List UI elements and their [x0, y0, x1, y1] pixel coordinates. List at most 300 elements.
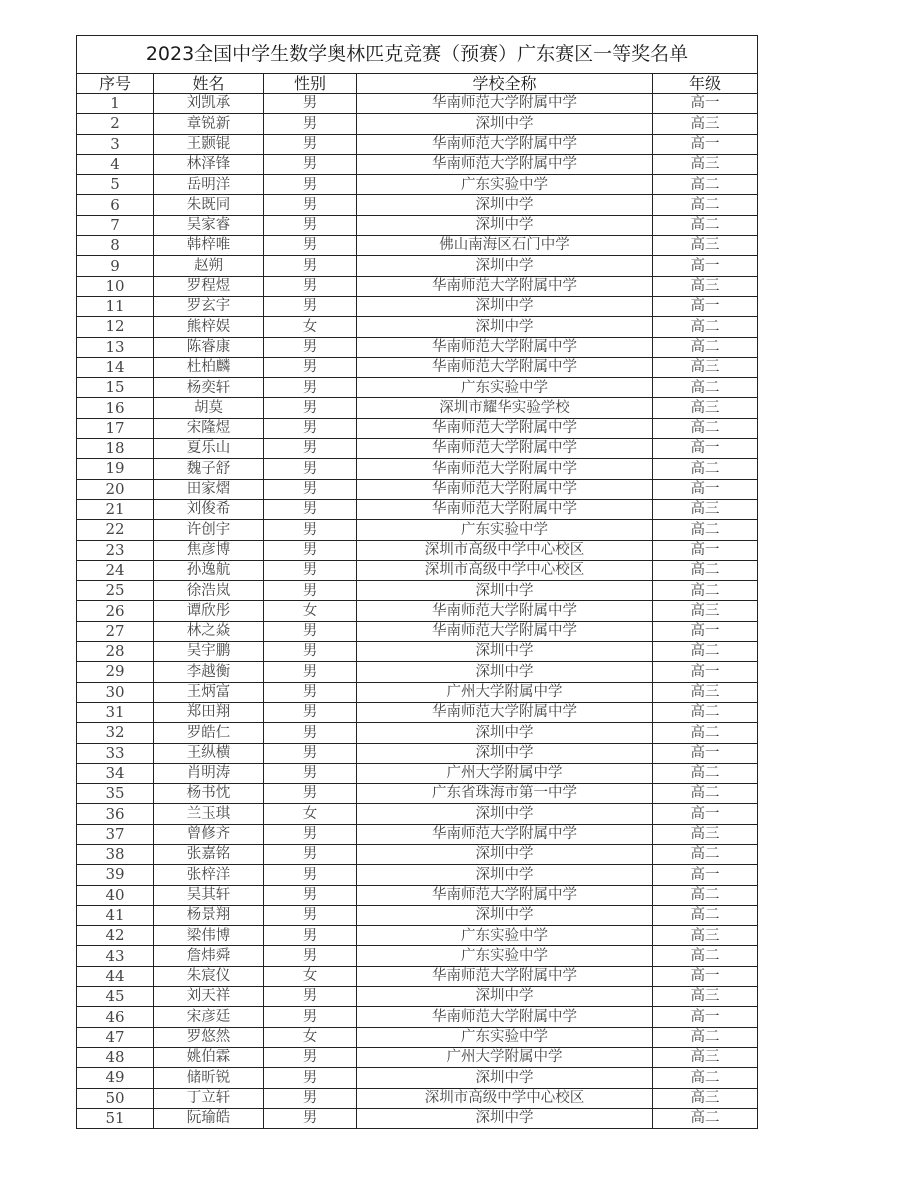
cell-school: 广东实验中学 [357, 946, 653, 966]
cell-name: 丁立轩 [154, 1088, 264, 1108]
cell-grade: 高三 [653, 926, 758, 946]
cell-grade: 高一 [653, 439, 758, 459]
cell-gender: 男 [264, 905, 357, 925]
cell-school: 深圳中学 [357, 844, 653, 864]
table-row [77, 398, 758, 418]
cell-school: 深圳中学 [357, 581, 653, 601]
table-row [77, 540, 758, 560]
cell-grade: 高三 [653, 601, 758, 621]
cell-gender: 男 [264, 378, 357, 398]
cell-grade: 高一 [653, 662, 758, 682]
cell-school: 华南师范大学附属中学 [357, 479, 653, 499]
cell-name: 罗悠然 [154, 1027, 264, 1047]
cell-number: 7 [77, 215, 154, 235]
cell-name: 曾修齐 [154, 824, 264, 844]
cell-gender: 女 [264, 1027, 357, 1047]
table-row [77, 804, 758, 824]
table-row [77, 1088, 758, 1108]
cell-name: 赵朔 [154, 256, 264, 276]
cell-name: 兰玉琪 [154, 804, 264, 824]
cell-gender: 男 [264, 154, 357, 174]
cell-name: 吴宇鹏 [154, 642, 264, 662]
table-row [77, 1068, 758, 1088]
cell-grade: 高二 [653, 885, 758, 905]
cell-number: 31 [77, 702, 154, 722]
cell-gender: 男 [264, 662, 357, 682]
cell-number: 50 [77, 1088, 154, 1108]
cell-gender: 男 [264, 175, 357, 195]
cell-name: 王炳富 [154, 682, 264, 702]
column-header-name: 姓名 [154, 74, 264, 94]
cell-gender: 女 [264, 966, 357, 986]
cell-name: 焦彦博 [154, 540, 264, 560]
cell-gender: 男 [264, 439, 357, 459]
cell-grade: 高三 [653, 398, 758, 418]
table-row [77, 702, 758, 722]
cell-name: 田家熠 [154, 479, 264, 499]
cell-name: 孙逸航 [154, 560, 264, 580]
cell-school: 华南师范大学附属中学 [357, 601, 653, 621]
cell-gender: 男 [264, 296, 357, 316]
cell-school: 华南师范大学附属中学 [357, 154, 653, 174]
cell-grade: 高一 [653, 804, 758, 824]
cell-name: 阮瑜皓 [154, 1108, 264, 1128]
cell-number: 27 [77, 621, 154, 641]
cell-gender: 女 [264, 804, 357, 824]
cell-number: 22 [77, 520, 154, 540]
cell-name: 杨景翔 [154, 905, 264, 925]
cell-school: 广东省珠海市第一中学 [357, 784, 653, 804]
cell-name: 徐浩岚 [154, 581, 264, 601]
cell-name: 魏子舒 [154, 459, 264, 479]
cell-name: 罗程煜 [154, 276, 264, 296]
cell-gender: 男 [264, 134, 357, 154]
cell-gender: 男 [264, 743, 357, 763]
cell-number: 47 [77, 1027, 154, 1047]
cell-school: 华南师范大学附属中学 [357, 357, 653, 377]
cell-grade: 高二 [653, 195, 758, 215]
table-row [77, 256, 758, 276]
cell-gender: 男 [264, 459, 357, 479]
table-row [77, 479, 758, 499]
header-row [77, 74, 758, 94]
cell-school: 深圳中学 [357, 905, 653, 925]
cell-school: 深圳市耀华实验学校 [357, 398, 653, 418]
cell-name: 宋隆煜 [154, 418, 264, 438]
cell-number: 51 [77, 1108, 154, 1128]
cell-gender: 男 [264, 337, 357, 357]
cell-school: 华南师范大学附属中学 [357, 621, 653, 641]
table-row [77, 560, 758, 580]
cell-school: 深圳中学 [357, 662, 653, 682]
table-row [77, 946, 758, 966]
cell-school: 广东实验中学 [357, 1027, 653, 1047]
cell-grade: 高二 [653, 784, 758, 804]
cell-gender: 男 [264, 581, 357, 601]
cell-gender: 男 [264, 621, 357, 641]
cell-school: 深圳中学 [357, 296, 653, 316]
cell-school: 深圳中学 [357, 1068, 653, 1088]
cell-name: 朱既同 [154, 195, 264, 215]
cell-school: 广东实验中学 [357, 175, 653, 195]
cell-number: 24 [77, 560, 154, 580]
cell-number: 23 [77, 540, 154, 560]
cell-grade: 高三 [653, 1088, 758, 1108]
cell-name: 梁伟博 [154, 926, 264, 946]
cell-gender: 男 [264, 784, 357, 804]
cell-school: 深圳中学 [357, 317, 653, 337]
table-row [77, 682, 758, 702]
cell-grade: 高二 [653, 1068, 758, 1088]
cell-gender: 男 [264, 276, 357, 296]
cell-grade: 高一 [653, 743, 758, 763]
cell-name: 张梓洋 [154, 865, 264, 885]
cell-number: 34 [77, 763, 154, 783]
table-row [77, 134, 758, 154]
table-row [77, 926, 758, 946]
cell-number: 28 [77, 642, 154, 662]
cell-school: 深圳中学 [357, 195, 653, 215]
cell-school: 佛山南海区石门中学 [357, 236, 653, 256]
cell-school: 华南师范大学附属中学 [357, 885, 653, 905]
award-list-table [76, 35, 758, 1129]
cell-gender: 男 [264, 946, 357, 966]
cell-number: 10 [77, 276, 154, 296]
cell-school: 深圳中学 [357, 743, 653, 763]
cell-grade: 高一 [653, 966, 758, 986]
cell-gender: 男 [264, 987, 357, 1007]
table-row [77, 601, 758, 621]
cell-gender: 男 [264, 398, 357, 418]
cell-grade: 高三 [653, 357, 758, 377]
cell-name: 宋彦廷 [154, 1007, 264, 1027]
cell-number: 4 [77, 154, 154, 174]
cell-school: 华南师范大学附属中学 [357, 134, 653, 154]
cell-name: 王纵横 [154, 743, 264, 763]
cell-gender: 男 [264, 560, 357, 580]
cell-name: 谭欣彤 [154, 601, 264, 621]
table-row [77, 296, 758, 316]
table-row [77, 215, 758, 235]
cell-gender: 男 [264, 682, 357, 702]
table-row [77, 743, 758, 763]
cell-gender: 男 [264, 499, 357, 519]
cell-number: 12 [77, 317, 154, 337]
table-row [77, 418, 758, 438]
cell-grade: 高二 [653, 702, 758, 722]
cell-grade: 高二 [653, 581, 758, 601]
table-row [77, 905, 758, 925]
cell-number: 2 [77, 114, 154, 134]
cell-name: 林之焱 [154, 621, 264, 641]
cell-gender: 男 [264, 215, 357, 235]
cell-name: 罗皓仁 [154, 723, 264, 743]
table-row [77, 621, 758, 641]
table-row [77, 1027, 758, 1047]
cell-grade: 高三 [653, 1047, 758, 1067]
cell-grade: 高二 [653, 317, 758, 337]
cell-number: 17 [77, 418, 154, 438]
cell-grade: 高三 [653, 987, 758, 1007]
cell-school: 华南师范大学附属中学 [357, 94, 653, 114]
cell-name: 罗玄宇 [154, 296, 264, 316]
cell-school: 深圳中学 [357, 215, 653, 235]
title-row [77, 36, 758, 74]
cell-gender: 男 [264, 236, 357, 256]
table-row [77, 581, 758, 601]
cell-school: 广州大学附属中学 [357, 1047, 653, 1067]
cell-name: 吴其轩 [154, 885, 264, 905]
table-row [77, 236, 758, 256]
cell-school: 广州大学附属中学 [357, 682, 653, 702]
cell-school: 深圳中学 [357, 723, 653, 743]
cell-number: 8 [77, 236, 154, 256]
cell-number: 44 [77, 966, 154, 986]
table-row [77, 439, 758, 459]
cell-name: 岳明洋 [154, 175, 264, 195]
cell-name: 刘凯承 [154, 94, 264, 114]
table-row [77, 1047, 758, 1067]
cell-name: 姚伯霖 [154, 1047, 264, 1067]
cell-gender: 男 [264, 520, 357, 540]
cell-number: 1 [77, 94, 154, 114]
cell-number: 38 [77, 844, 154, 864]
cell-grade: 高二 [653, 378, 758, 398]
table-row [77, 154, 758, 174]
cell-gender: 男 [264, 1108, 357, 1128]
cell-name: 朱宸仪 [154, 966, 264, 986]
cell-grade: 高二 [653, 459, 758, 479]
cell-grade: 高三 [653, 154, 758, 174]
cell-gender: 男 [264, 1068, 357, 1088]
cell-grade: 高一 [653, 1007, 758, 1027]
cell-name: 刘天祥 [154, 987, 264, 1007]
table-row [77, 662, 758, 682]
cell-number: 26 [77, 601, 154, 621]
cell-grade: 高二 [653, 763, 758, 783]
cell-school: 华南师范大学附属中学 [357, 702, 653, 722]
cell-name: 储昕锐 [154, 1068, 264, 1088]
table-row [77, 642, 758, 662]
cell-name: 林泽锋 [154, 154, 264, 174]
cell-gender: 男 [264, 824, 357, 844]
column-header-school: 学校全称 [357, 74, 653, 94]
cell-school: 广州大学附属中学 [357, 763, 653, 783]
cell-gender: 男 [264, 94, 357, 114]
cell-number: 16 [77, 398, 154, 418]
cell-grade: 高三 [653, 499, 758, 519]
cell-gender: 男 [264, 723, 357, 743]
table-row [77, 723, 758, 743]
cell-name: 肖明涛 [154, 763, 264, 783]
cell-number: 48 [77, 1047, 154, 1067]
cell-number: 40 [77, 885, 154, 905]
table-row [77, 1108, 758, 1128]
cell-grade: 高三 [653, 824, 758, 844]
cell-school: 华南师范大学附属中学 [357, 439, 653, 459]
cell-grade: 高二 [653, 1027, 758, 1047]
table-row [77, 499, 758, 519]
cell-number: 14 [77, 357, 154, 377]
cell-school: 广东实验中学 [357, 926, 653, 946]
cell-number: 11 [77, 296, 154, 316]
cell-name: 韩梓唯 [154, 236, 264, 256]
cell-gender: 女 [264, 601, 357, 621]
cell-number: 29 [77, 662, 154, 682]
cell-name: 吴家睿 [154, 215, 264, 235]
cell-number: 20 [77, 479, 154, 499]
cell-grade: 高三 [653, 276, 758, 296]
cell-number: 46 [77, 1007, 154, 1027]
cell-name: 王颢锟 [154, 134, 264, 154]
cell-grade: 高二 [653, 560, 758, 580]
cell-name: 李越衡 [154, 662, 264, 682]
cell-number: 25 [77, 581, 154, 601]
cell-number: 32 [77, 723, 154, 743]
cell-grade: 高一 [653, 134, 758, 154]
cell-number: 5 [77, 175, 154, 195]
table-row [77, 276, 758, 296]
cell-name: 夏乐山 [154, 439, 264, 459]
cell-school: 华南师范大学附属中学 [357, 499, 653, 519]
cell-school: 深圳中学 [357, 865, 653, 885]
cell-grade: 高二 [653, 1108, 758, 1128]
cell-school: 深圳中学 [357, 642, 653, 662]
cell-school: 广东实验中学 [357, 520, 653, 540]
cell-gender: 男 [264, 479, 357, 499]
table-row [77, 865, 758, 885]
table-row [77, 378, 758, 398]
table-row [77, 844, 758, 864]
cell-name: 詹炜舜 [154, 946, 264, 966]
cell-number: 49 [77, 1068, 154, 1088]
cell-gender: 男 [264, 702, 357, 722]
cell-name: 郑田翔 [154, 702, 264, 722]
cell-grade: 高二 [653, 946, 758, 966]
cell-number: 19 [77, 459, 154, 479]
column-header-grade: 年级 [653, 74, 758, 94]
cell-number: 13 [77, 337, 154, 357]
cell-gender: 男 [264, 926, 357, 946]
cell-grade: 高三 [653, 236, 758, 256]
cell-grade: 高一 [653, 540, 758, 560]
cell-number: 35 [77, 784, 154, 804]
column-header-number: 序号 [77, 74, 154, 94]
table-row [77, 784, 758, 804]
table-row [77, 317, 758, 337]
cell-school: 深圳中学 [357, 114, 653, 134]
cell-name: 杜柏麟 [154, 357, 264, 377]
cell-name: 刘俊希 [154, 499, 264, 519]
cell-gender: 男 [264, 195, 357, 215]
cell-gender: 男 [264, 763, 357, 783]
cell-school: 深圳市高级中学中心校区 [357, 540, 653, 560]
cell-gender: 男 [264, 885, 357, 905]
cell-name: 陈睿康 [154, 337, 264, 357]
cell-number: 41 [77, 905, 154, 925]
cell-name: 章锐新 [154, 114, 264, 134]
cell-name: 胡莫 [154, 398, 264, 418]
table-row [77, 337, 758, 357]
document-title: 2023全国中学生数学奥林匹克竞赛（预赛）广东赛区一等奖名单 [77, 36, 758, 74]
cell-number: 15 [77, 378, 154, 398]
cell-gender: 男 [264, 642, 357, 662]
cell-school: 深圳市高级中学中心校区 [357, 560, 653, 580]
cell-grade: 高二 [653, 844, 758, 864]
cell-grade: 高二 [653, 175, 758, 195]
cell-school: 深圳中学 [357, 987, 653, 1007]
cell-gender: 男 [264, 114, 357, 134]
cell-number: 39 [77, 865, 154, 885]
cell-number: 43 [77, 946, 154, 966]
cell-number: 37 [77, 824, 154, 844]
cell-number: 33 [77, 743, 154, 763]
cell-grade: 高三 [653, 682, 758, 702]
cell-school: 华南师范大学附属中学 [357, 418, 653, 438]
table-row [77, 114, 758, 134]
cell-school: 深圳中学 [357, 804, 653, 824]
table-row [77, 1007, 758, 1027]
cell-number: 21 [77, 499, 154, 519]
cell-gender: 男 [264, 1047, 357, 1067]
cell-number: 9 [77, 256, 154, 276]
table-row [77, 966, 758, 986]
cell-grade: 高一 [653, 296, 758, 316]
table-row [77, 357, 758, 377]
cell-gender: 男 [264, 1007, 357, 1027]
cell-gender: 男 [264, 418, 357, 438]
cell-grade: 高一 [653, 256, 758, 276]
cell-school: 深圳市高级中学中心校区 [357, 1088, 653, 1108]
cell-school: 华南师范大学附属中学 [357, 459, 653, 479]
cell-grade: 高一 [653, 479, 758, 499]
table-row [77, 987, 758, 1007]
cell-gender: 女 [264, 317, 357, 337]
cell-gender: 男 [264, 1088, 357, 1108]
cell-school: 华南师范大学附属中学 [357, 276, 653, 296]
table-row [77, 94, 758, 114]
cell-school: 广东实验中学 [357, 378, 653, 398]
cell-gender: 男 [264, 865, 357, 885]
table-row [77, 885, 758, 905]
table-row [77, 459, 758, 479]
cell-gender: 男 [264, 844, 357, 864]
cell-name: 许创宇 [154, 520, 264, 540]
cell-grade: 高二 [653, 520, 758, 540]
table-row [77, 763, 758, 783]
cell-name: 杨奕轩 [154, 378, 264, 398]
cell-number: 30 [77, 682, 154, 702]
cell-grade: 高二 [653, 418, 758, 438]
table-row [77, 824, 758, 844]
cell-grade: 高二 [653, 642, 758, 662]
cell-gender: 男 [264, 540, 357, 560]
cell-number: 36 [77, 804, 154, 824]
cell-school: 华南师范大学附属中学 [357, 1007, 653, 1027]
cell-grade: 高三 [653, 114, 758, 134]
cell-name: 杨书忱 [154, 784, 264, 804]
table-body [77, 94, 758, 1129]
cell-name: 张嘉铭 [154, 844, 264, 864]
cell-name: 熊梓娱 [154, 317, 264, 337]
cell-grade: 高二 [653, 905, 758, 925]
table-row [77, 175, 758, 195]
column-header-gender: 性别 [264, 74, 357, 94]
cell-grade: 高一 [653, 94, 758, 114]
cell-gender: 男 [264, 256, 357, 276]
cell-school: 华南师范大学附属中学 [357, 337, 653, 357]
cell-grade: 高一 [653, 865, 758, 885]
